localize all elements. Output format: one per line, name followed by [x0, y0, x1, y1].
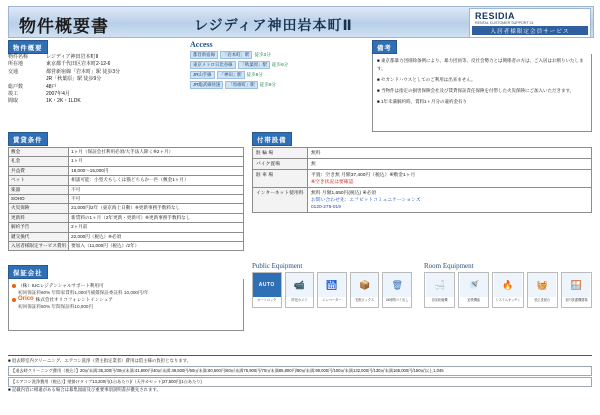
- footer-note-line: ■ 記載内容に相違がある場合は募集図面及び重要事項説明書が優先されます。: [8, 387, 592, 394]
- remark-item: ■ 東京都暴力団排除条例により、暴力団員等、反社会勢力とは関係者の方は、ご入居はお断りいたします。: [377, 57, 587, 73]
- equipment-icon: 🪟: [562, 273, 590, 297]
- property-outline-section: [8, 40, 183, 106]
- rent-conditions-title: 賃貸条件: [8, 132, 48, 146]
- equipment-item: [350, 272, 380, 308]
- table-row: [9, 204, 244, 213]
- rent-row-value: 新賃料の1ヶ月（2年更新・更新可）※更新事務手数料なし: [69, 213, 244, 222]
- rent-row-label: 敷金: [9, 148, 69, 157]
- table-row: [9, 176, 244, 185]
- property-outline-value: 都営新宿線「岩本町」駅 徒歩3分: [46, 68, 121, 75]
- room-equipment-section: [424, 262, 592, 308]
- access-walk-time: 徒歩6分: [271, 62, 289, 67]
- equipment-item: [285, 272, 315, 308]
- equipment-item: [458, 272, 489, 308]
- equipment-icon: 🚿: [460, 273, 488, 297]
- guarantee-title: 保証会社: [8, 265, 48, 279]
- property-outline-row: [8, 84, 183, 91]
- property-outline-key: 竣工: [8, 91, 19, 98]
- facility-row-label: インターネット使用料: [253, 188, 308, 213]
- guarantee-text: （株）IUCレジデンシャルサポート利用可: [18, 283, 104, 288]
- footer-note-line: ■ 退去時室内クリーニング、エアコン洗浄（貸主指定業者）費用は借主様の負担となります。: [8, 358, 592, 365]
- table-row: [9, 166, 244, 175]
- table-row: [9, 213, 244, 222]
- equipment-item: [424, 272, 455, 308]
- property-outline-key: 所在地: [8, 61, 24, 68]
- equipment-item: [317, 272, 347, 308]
- footer-note-line: 【エアコン洗浄費用（税込）】壁掛けタイプ13,200円(1台あたり)/（天井カセット)27,500円(1台あたり): [8, 377, 592, 387]
- property-outline-value: 東京都千代田区岩本町2-12-6: [46, 61, 111, 68]
- rent-row-label: 共益費: [9, 166, 69, 175]
- equipment-icon: 📹: [285, 273, 313, 297]
- facility-value-text: 無: [311, 161, 316, 167]
- equipment-item: [382, 272, 412, 308]
- access-lines: [190, 51, 365, 89]
- table-row: [9, 223, 244, 232]
- rent-row-label: SOHO: [9, 195, 69, 204]
- property-outline-row: [8, 98, 183, 105]
- guarantee-text: 初回保証料60% 年間家賃料1,000円補償保証委託料 10,000円/年: [18, 290, 149, 295]
- remarks-items: [372, 54, 592, 132]
- rent-row-value: 不可: [69, 185, 244, 194]
- bullet-dot-icon: [12, 284, 16, 288]
- equipment-caption: オートロック: [257, 298, 277, 302]
- rent-row-value: 1ヶ月: [69, 157, 244, 166]
- access-section: [190, 40, 365, 89]
- access-badge: 東京メトロ日比谷線: [190, 61, 236, 69]
- rent-row-value: 16,000～15,000円: [69, 166, 244, 175]
- rent-row-label: 火災保険: [9, 204, 69, 213]
- guarantee-line: [12, 289, 240, 296]
- guarantee-text: 株式会社オリコフォレントインシュア: [35, 297, 113, 302]
- rent-row-value: 22,000円（税込）※必須: [69, 232, 244, 241]
- logo: [469, 8, 591, 38]
- equipment-item: [527, 272, 558, 308]
- facility-note: 0120-275-019: [311, 204, 341, 210]
- public-equipment-heading: Public Equipment: [252, 262, 303, 270]
- equipment-caption: システムキッチン: [495, 298, 521, 302]
- access-walk-time: 徒歩9分: [259, 82, 277, 87]
- table-row: [9, 148, 244, 157]
- rent-row-label: 楽器: [9, 185, 69, 194]
- table-row: [9, 157, 244, 166]
- rent-row-label: ペット: [9, 176, 69, 185]
- equipment-icon: 🧺: [528, 273, 556, 297]
- equipment-caption: 宅配ボックス: [355, 298, 375, 302]
- property-outline-key: 物件名称: [8, 54, 29, 60]
- property-outline-key: 交通: [8, 68, 19, 75]
- facility-note: お問い合わせ先：エフビットコミュニケーションズ: [311, 197, 421, 203]
- auto-lock-icon: AUTO: [253, 273, 281, 297]
- access-walk-time: 徒歩3分: [254, 52, 271, 57]
- rent-row-value: 2ヶ月前: [69, 223, 244, 232]
- guarantee-text: 初回保証料50% 年間保証料10,000円: [18, 304, 94, 309]
- remarks-title: 備考: [372, 40, 397, 54]
- property-outline-value: 2007年4月: [46, 91, 70, 98]
- property-outline-row: [8, 76, 183, 83]
- document-header: [8, 6, 594, 38]
- facility-table: [252, 147, 592, 213]
- bullet-dot-icon: [12, 298, 16, 302]
- facility-row-value: [308, 159, 592, 170]
- equipment-caption: エレベーター: [322, 298, 342, 302]
- rent-row-label: 更新料: [9, 213, 69, 222]
- facility-value-text: 無料: [311, 150, 321, 156]
- equipment-icon: 📦: [351, 273, 379, 297]
- footer-note-line: 【退去時クリーニング費用（税込）】20㎡未満:35,200円/30㎡未満:41,800円/40㎡未満:49,500円/50㎡未満:60,500円/60㎡未満75,900円/70㎡未満85,800円/80㎡未満:99,000円/100㎡未満132,000円/130㎡未満165,000円/150㎡以上1,045: [8, 366, 592, 376]
- property-outline-rows: [8, 54, 183, 106]
- access-heading: Access: [190, 40, 213, 49]
- access-line: [190, 71, 365, 79]
- rent-row-label: 鍵交換代: [9, 232, 69, 241]
- table-row: [9, 195, 244, 204]
- facility-row-value: [308, 170, 592, 188]
- table-row: [253, 148, 592, 159]
- facility-value-text: 無料 月額1,650円(税込) ※必須: [311, 190, 377, 196]
- property-outline-value: 48戸: [46, 83, 57, 90]
- footer-notes: [8, 355, 592, 394]
- property-outline-key: 総戸数: [8, 83, 24, 90]
- facility-row-label: 駐 車 場: [253, 170, 308, 188]
- facility-row-label: バイク置場: [253, 159, 308, 170]
- equipment-icon: 🛁: [426, 273, 454, 297]
- facility-row-value: [308, 188, 592, 213]
- property-outline-key: 間取: [8, 98, 19, 105]
- remark-item: ■ 当物件は指定の損害保険会社及び賃貸保証責任保険を付帯した火災保険にご加入いただきます。: [377, 87, 587, 95]
- property-name-title: レジディア神田岩本町Ⅱ: [194, 18, 353, 34]
- equipment-caption: 浴室乾燥機: [431, 298, 448, 302]
- rent-row-label: 解約予告: [9, 223, 69, 232]
- remark-item: ■ セカンドハウスとしてのご利用は出来ません。: [377, 76, 587, 84]
- property-outline-value: JR「秋葉原」駅 徒歩9分: [46, 76, 102, 83]
- equipment-caption: 防犯カメラ: [291, 298, 308, 302]
- property-outline-row: [8, 61, 183, 68]
- guarantee-line: [12, 303, 240, 310]
- rent-conditions-table: [8, 147, 244, 251]
- table-row: [9, 232, 244, 241]
- access-badge: JR総武線快速: [190, 81, 223, 89]
- access-badge: 「馬喰町」駅: [225, 81, 257, 89]
- logo-service-bar: 入居者様限定会員サービス: [472, 26, 588, 35]
- property-outline-value: 1K・2K・1LDK: [46, 98, 81, 105]
- rent-row-label: 礼金: [9, 157, 69, 166]
- property-outline-title: 物件概要: [8, 40, 48, 54]
- facility-title: 付帯設備: [252, 132, 292, 146]
- public-equipment-gallery: [252, 272, 412, 308]
- remarks-section: [372, 40, 592, 132]
- equipment-icon: 🛗: [318, 273, 346, 297]
- facility-section: [252, 132, 592, 213]
- equipment-item: [561, 272, 592, 308]
- rent-row-label: 入居者様限定サービス費用: [9, 242, 69, 251]
- access-badge: 「岩本町」駅: [220, 51, 252, 59]
- public-equipment-section: [252, 262, 412, 308]
- guarantee-company-section: [8, 265, 244, 331]
- access-line: [190, 51, 365, 59]
- access-walk-time: 徒歩9分: [246, 72, 263, 77]
- logo-brand-subtitle: RENTAL CUSTOMER SUPPORT 24: [475, 21, 534, 25]
- equipment-caption: 追焚機能: [467, 298, 481, 302]
- property-outline-row: [8, 91, 183, 98]
- table-row: [9, 185, 244, 194]
- table-row: [253, 159, 592, 170]
- guarantee-lines: [8, 279, 244, 331]
- rent-conditions-section: [8, 132, 244, 251]
- equipment-caption: 独立洗面台: [534, 298, 551, 302]
- logo-brand: RESIDIA: [475, 11, 516, 21]
- access-badge: 「神田」駅: [217, 71, 245, 79]
- rent-row-value: 不可: [69, 195, 244, 204]
- equipment-item: [252, 272, 282, 308]
- facility-note: ※空き状況は要確認: [311, 179, 354, 185]
- table-row: [253, 188, 592, 213]
- facility-row-value: [308, 148, 592, 159]
- facility-value-text: 平置：空き無 月額37,400円（税込）※敷金1ヶ月: [311, 172, 416, 178]
- rent-row-value: 要加入（11,000円（税込）/2年）: [69, 242, 244, 251]
- equipment-icon: 🗑: [383, 273, 411, 297]
- facility-row-label: 駐 輪 場: [253, 148, 308, 159]
- page-title: 物件概要書: [19, 17, 109, 37]
- table-row: [9, 242, 244, 251]
- property-outline-value: レジディア神田岩本町Ⅱ: [46, 54, 98, 60]
- orico-logo: Orico: [18, 296, 34, 302]
- table-row: [253, 170, 592, 188]
- room-equipment-gallery: [424, 272, 592, 308]
- rent-row-value: 21,000円/2年（東京海上日動）※更新事務手数料なし: [69, 204, 244, 213]
- equipment-icon: 🔥: [494, 273, 522, 297]
- access-line: [190, 81, 365, 89]
- room-equipment-heading: Room Equipment: [424, 262, 474, 270]
- equipment-caption: 室内洗濯機置場: [565, 298, 588, 302]
- equipment-caption: 24時間ゴミ出し: [385, 298, 409, 302]
- access-line: [190, 61, 365, 69]
- guarantee-line: [12, 296, 240, 303]
- equipment-item: [492, 272, 523, 308]
- access-badge: JR山手線: [190, 71, 215, 79]
- access-badge: 都営新宿線: [190, 51, 218, 59]
- rent-row-value: 1ヶ月（保証会社利用必須/大手法人除く※2ヶ月）: [69, 148, 244, 157]
- guarantee-line: [12, 282, 240, 289]
- access-badge: 「秋葉原」駅: [238, 61, 270, 69]
- remark-item: ■ 1年未満解約時、賃料1ヶ月分の違約金有り: [377, 98, 587, 106]
- rent-row-value: 相談可能：小型犬もしくは猫どちらか一匹（敷金1ヶ月）: [69, 176, 244, 185]
